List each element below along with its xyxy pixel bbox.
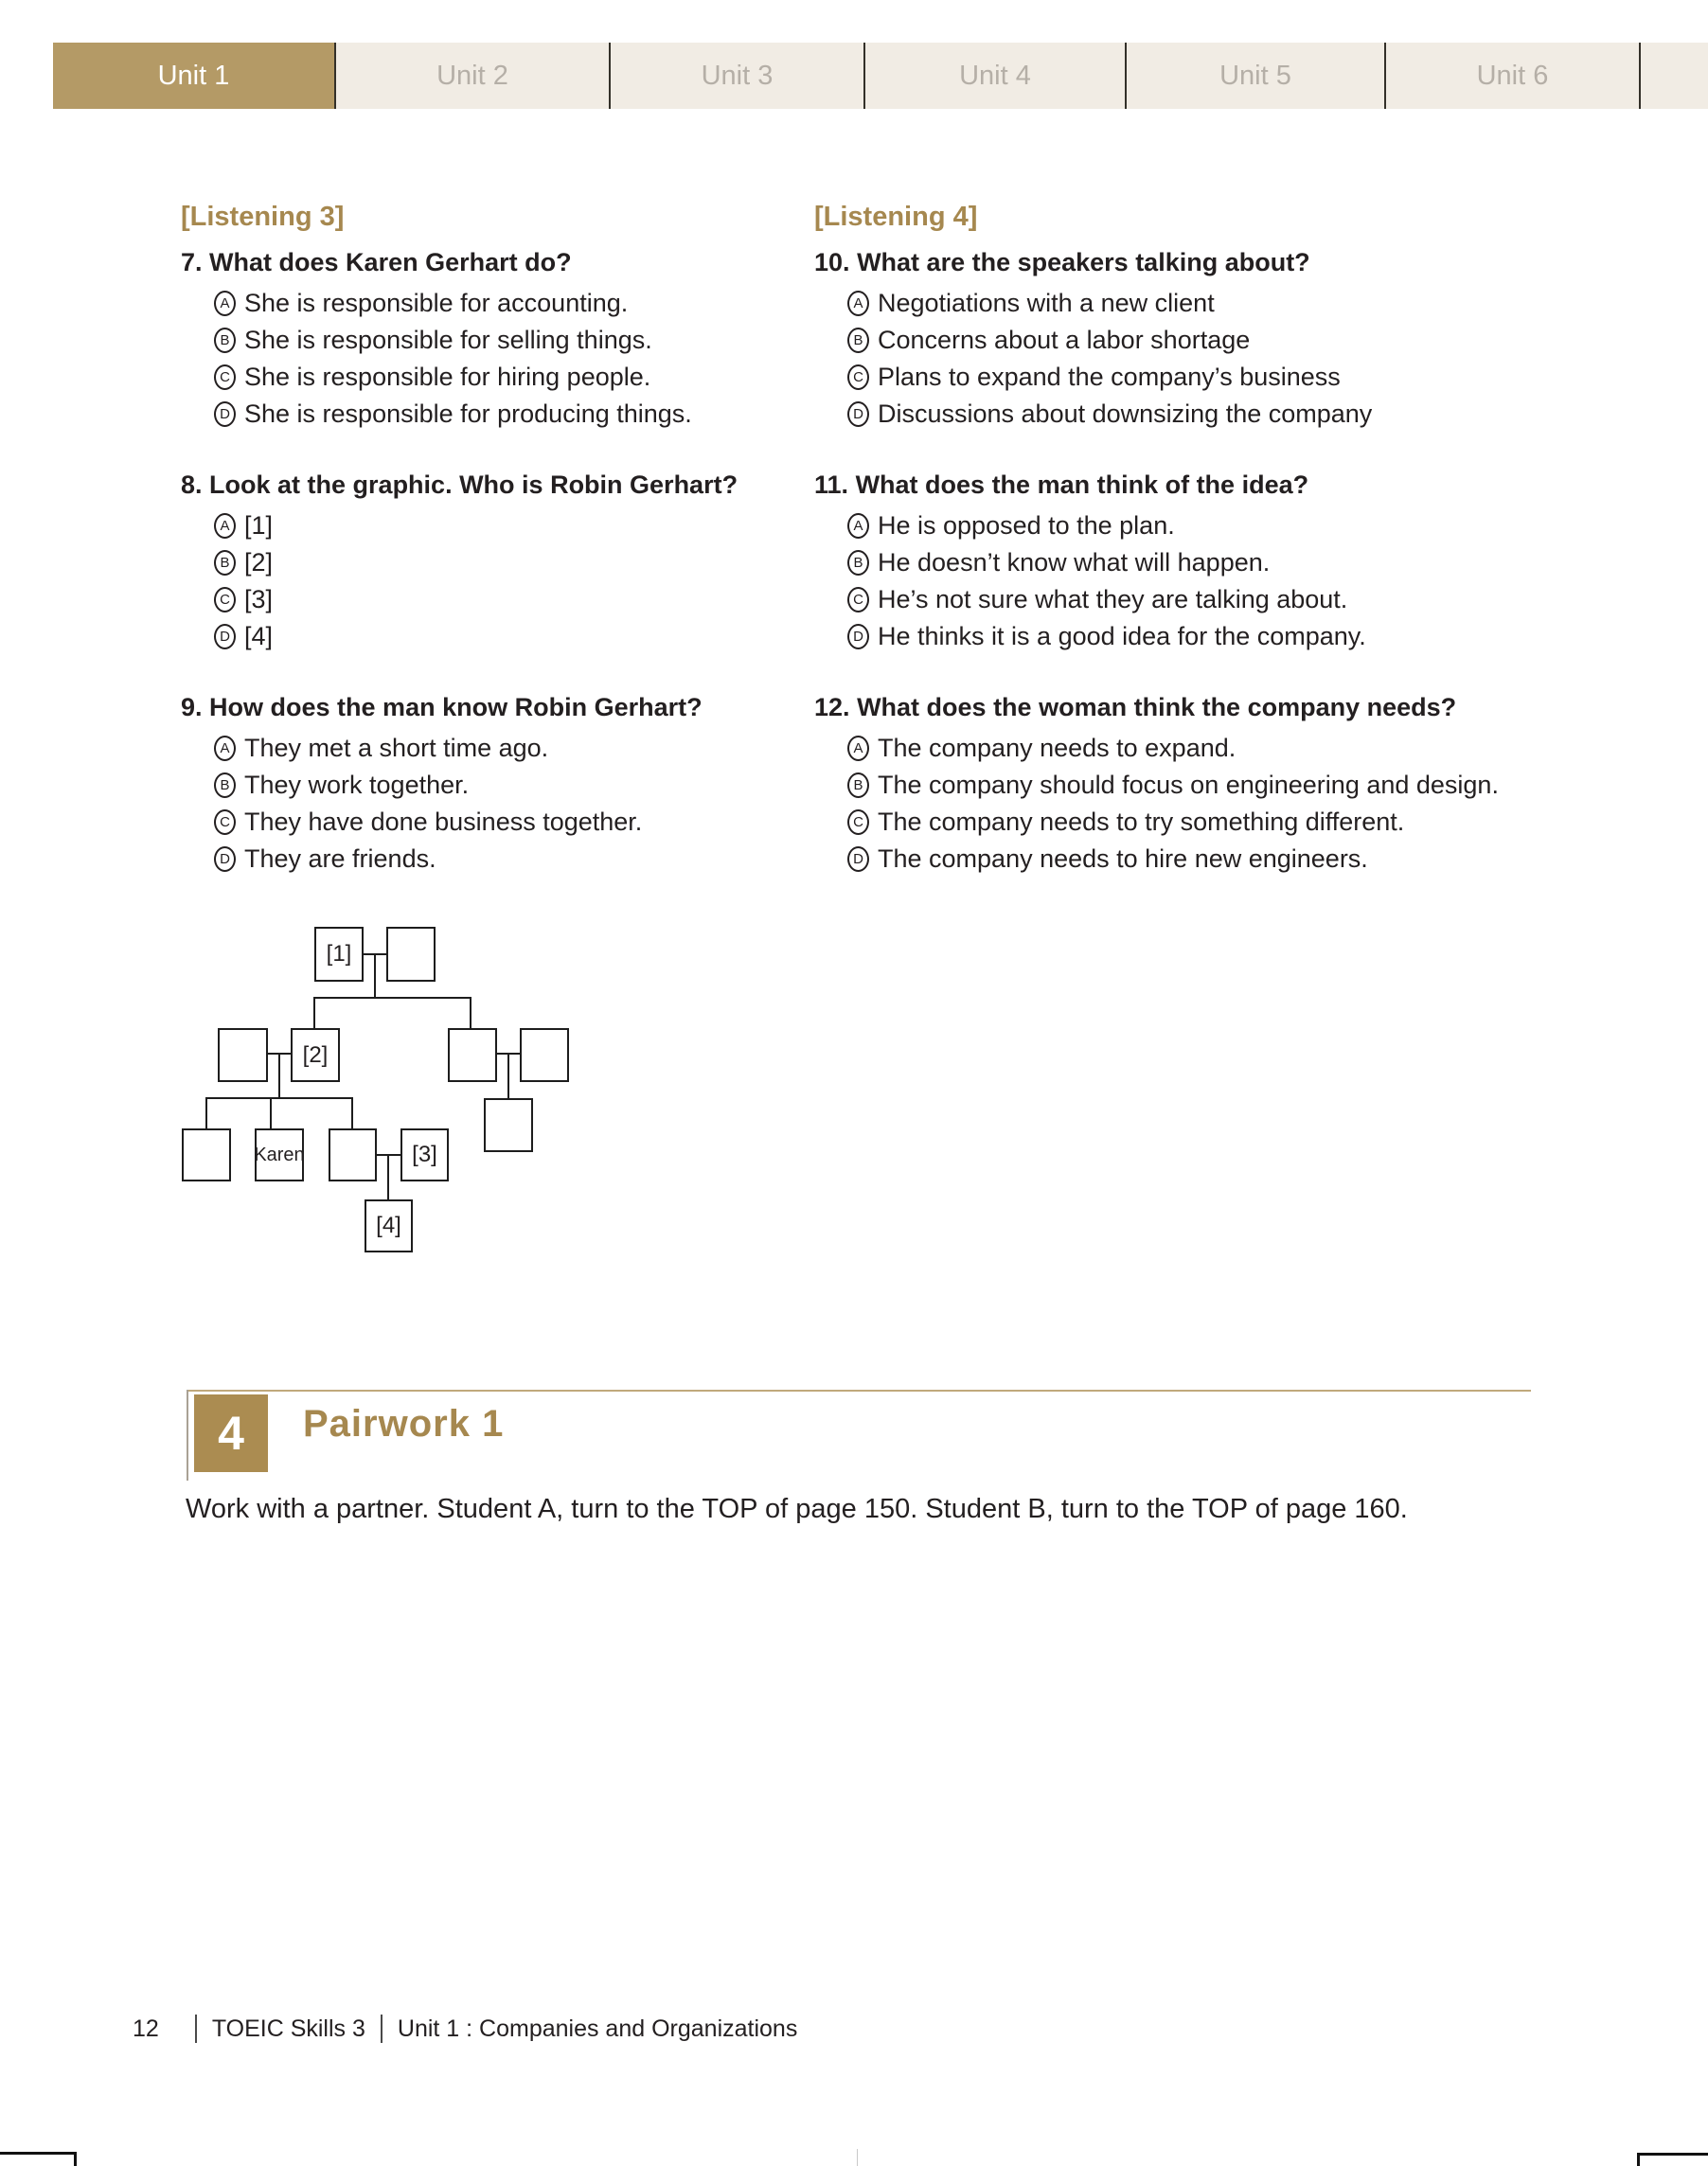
- tab-unit-6: Unit 6: [1384, 43, 1639, 109]
- unit-tab-bar: [53, 43, 1708, 109]
- section-divider-rule: [187, 1390, 1531, 1392]
- option-letter: B: [847, 328, 869, 353]
- footer-divider: [381, 2015, 383, 2043]
- option-row: [214, 507, 738, 544]
- option-row: [214, 285, 692, 322]
- tree-box: [448, 1028, 497, 1082]
- option-text: They are friends.: [244, 844, 436, 873]
- pairwork-instruction: Work with a partner. Student A, turn to the TOP of page 150. Student B, turn to the TOP of page 160.: [186, 1494, 1408, 1524]
- tab-unit-partial: [1639, 43, 1706, 109]
- tree-box: [484, 1098, 533, 1152]
- option-row: [847, 730, 1499, 767]
- question-number: 12.: [814, 693, 850, 721]
- option-row: [847, 581, 1366, 618]
- bottom-left-page-mark: [0, 2152, 77, 2166]
- tree-line: [507, 1054, 509, 1100]
- options-list: [847, 285, 1372, 433]
- page-number: 12: [133, 2015, 159, 2042]
- option-row: [847, 396, 1372, 433]
- question-text: 9. How does the man know Robin Gerhart?: [181, 693, 703, 721]
- option-letter: C: [214, 809, 236, 835]
- tree-box: [520, 1028, 569, 1082]
- option-letter: D: [214, 624, 236, 649]
- tree-box: [182, 1128, 231, 1181]
- options-list: [214, 507, 738, 655]
- question-text: 8. Look at the graphic. Who is Robin Gerhart?: [181, 470, 738, 499]
- tree-line: [270, 1097, 272, 1129]
- option-text: [2]: [244, 548, 274, 577]
- option-text: She is responsible for producing things.: [244, 399, 692, 428]
- option-row: [214, 544, 738, 581]
- option-letter: D: [847, 624, 869, 649]
- question-text: 10. What are the speakers talking about?: [814, 248, 1310, 276]
- tree-box: [218, 1028, 268, 1082]
- tree-box-3: [3]: [400, 1128, 449, 1181]
- option-text: Plans to expand the company’s business: [878, 363, 1341, 391]
- tree-line: [278, 1054, 280, 1099]
- listening4-heading: [Listening 4]: [814, 202, 978, 232]
- question-text: 11. What does the man think of the idea?: [814, 470, 1309, 499]
- section-title: Pairwork 1: [303, 1403, 505, 1445]
- tab-unit-5: Unit 5: [1125, 43, 1384, 109]
- option-row: [214, 804, 703, 841]
- option-letter: C: [847, 364, 869, 390]
- option-row: [847, 841, 1499, 878]
- option-letter: B: [214, 550, 236, 576]
- bottom-right-page-mark: [1637, 2153, 1708, 2166]
- option-row: [847, 767, 1499, 804]
- option-row: [847, 507, 1366, 544]
- tree-box-4: [4]: [365, 1199, 413, 1252]
- tree-line: [470, 997, 471, 1030]
- option-letter: D: [214, 846, 236, 872]
- question-number: 9.: [181, 693, 203, 721]
- option-text: [4]: [244, 622, 274, 650]
- option-row: [214, 618, 738, 655]
- question-number: 8.: [181, 470, 203, 499]
- option-letter: A: [847, 291, 869, 316]
- book-title: TOEIC Skills 3: [211, 2015, 365, 2042]
- option-letter: C: [214, 587, 236, 613]
- option-text: The company needs to try something different.: [878, 808, 1405, 836]
- tree-box-karen: Karen: [255, 1128, 304, 1181]
- question-text: 12. What does the woman think the company needs?: [814, 693, 1457, 721]
- tree-box: [386, 927, 436, 982]
- family-tree-diagram: [180, 923, 587, 1264]
- options-list: [847, 507, 1366, 655]
- option-row: [214, 322, 692, 359]
- option-text: He thinks it is a good idea for the company.: [878, 622, 1366, 650]
- options-list: [847, 730, 1499, 878]
- question-12: [814, 691, 1499, 878]
- option-letter: A: [214, 736, 236, 761]
- option-text: They met a short time ago.: [244, 734, 549, 762]
- option-letter: C: [847, 587, 869, 613]
- option-row: [214, 730, 703, 767]
- tree-box: [329, 1128, 377, 1181]
- tree-line: [313, 997, 315, 1030]
- option-text: [1]: [244, 511, 274, 540]
- option-row: [214, 359, 692, 396]
- option-text: He is opposed to the plan.: [878, 511, 1175, 540]
- section-number-badge: 4: [194, 1394, 268, 1472]
- section-divider-vline: [187, 1390, 188, 1481]
- question-11: [814, 469, 1366, 655]
- option-row: [214, 396, 692, 433]
- question-9: [181, 691, 703, 878]
- option-text: He’s not sure what they are talking about.: [878, 585, 1348, 613]
- option-text: Negotiations with a new client: [878, 289, 1215, 317]
- options-list: [214, 285, 692, 433]
- option-letter: B: [214, 772, 236, 798]
- option-letter: A: [214, 513, 236, 539]
- option-letter: D: [847, 401, 869, 427]
- option-row: [847, 285, 1372, 322]
- option-letter: B: [847, 772, 869, 798]
- option-text: She is responsible for hiring people.: [244, 363, 651, 391]
- question-7: [181, 246, 692, 433]
- option-letter: A: [847, 736, 869, 761]
- tab-unit-2: Unit 2: [334, 43, 609, 109]
- option-text: [3]: [244, 585, 274, 613]
- option-row: [847, 618, 1366, 655]
- tree-box-1: [1]: [314, 927, 364, 982]
- option-text: She is responsible for selling things.: [244, 326, 652, 354]
- option-letter: A: [214, 291, 236, 316]
- option-text: Concerns about a labor shortage: [878, 326, 1251, 354]
- option-text: The company needs to hire new engineers.: [878, 844, 1368, 873]
- option-letter: C: [847, 809, 869, 835]
- option-text: He doesn’t know what will happen.: [878, 548, 1271, 577]
- option-text: They have done business together.: [244, 808, 643, 836]
- footer-divider: [195, 2015, 197, 2043]
- option-row: [847, 322, 1372, 359]
- tree-line: [387, 1154, 389, 1201]
- option-row: [214, 767, 703, 804]
- option-letter: D: [847, 846, 869, 872]
- option-letter: B: [847, 550, 869, 576]
- option-letter: B: [214, 328, 236, 353]
- unit-title: Unit 1 : Companies and Organizations: [397, 2015, 798, 2042]
- bottom-center-mark: [857, 2149, 858, 2166]
- question-number: 11.: [814, 470, 849, 499]
- tree-box-2: [2]: [291, 1028, 340, 1082]
- tree-line: [205, 1097, 207, 1129]
- option-row: [847, 359, 1372, 396]
- tab-unit-3: Unit 3: [609, 43, 863, 109]
- question-number: 10.: [814, 248, 850, 276]
- question-number: 7.: [181, 248, 203, 276]
- tree-line: [351, 1097, 353, 1129]
- options-list: [214, 730, 703, 878]
- option-row: [847, 804, 1499, 841]
- tab-unit-1: Unit 1: [53, 43, 334, 109]
- tree-line: [314, 997, 471, 999]
- option-text: The company needs to expand.: [878, 734, 1237, 762]
- option-row: [214, 841, 703, 878]
- tab-unit-4: Unit 4: [863, 43, 1125, 109]
- option-row: [214, 581, 738, 618]
- question-8: [181, 469, 738, 655]
- option-row: [847, 544, 1366, 581]
- question-10: [814, 246, 1372, 433]
- tree-line: [206, 1097, 353, 1099]
- listening3-heading: [Listening 3]: [181, 202, 345, 232]
- option-text: Discussions about downsizing the company: [878, 399, 1373, 428]
- option-letter: D: [214, 401, 236, 427]
- page-footer: [133, 2015, 797, 2043]
- option-letter: A: [847, 513, 869, 539]
- question-text: 7. What does Karen Gerhart do?: [181, 248, 572, 276]
- option-letter: C: [214, 364, 236, 390]
- option-text: The company should focus on engineering and design.: [878, 771, 1499, 799]
- option-text: They work together.: [244, 771, 470, 799]
- tree-line: [374, 953, 376, 999]
- option-text: She is responsible for accounting.: [244, 289, 629, 317]
